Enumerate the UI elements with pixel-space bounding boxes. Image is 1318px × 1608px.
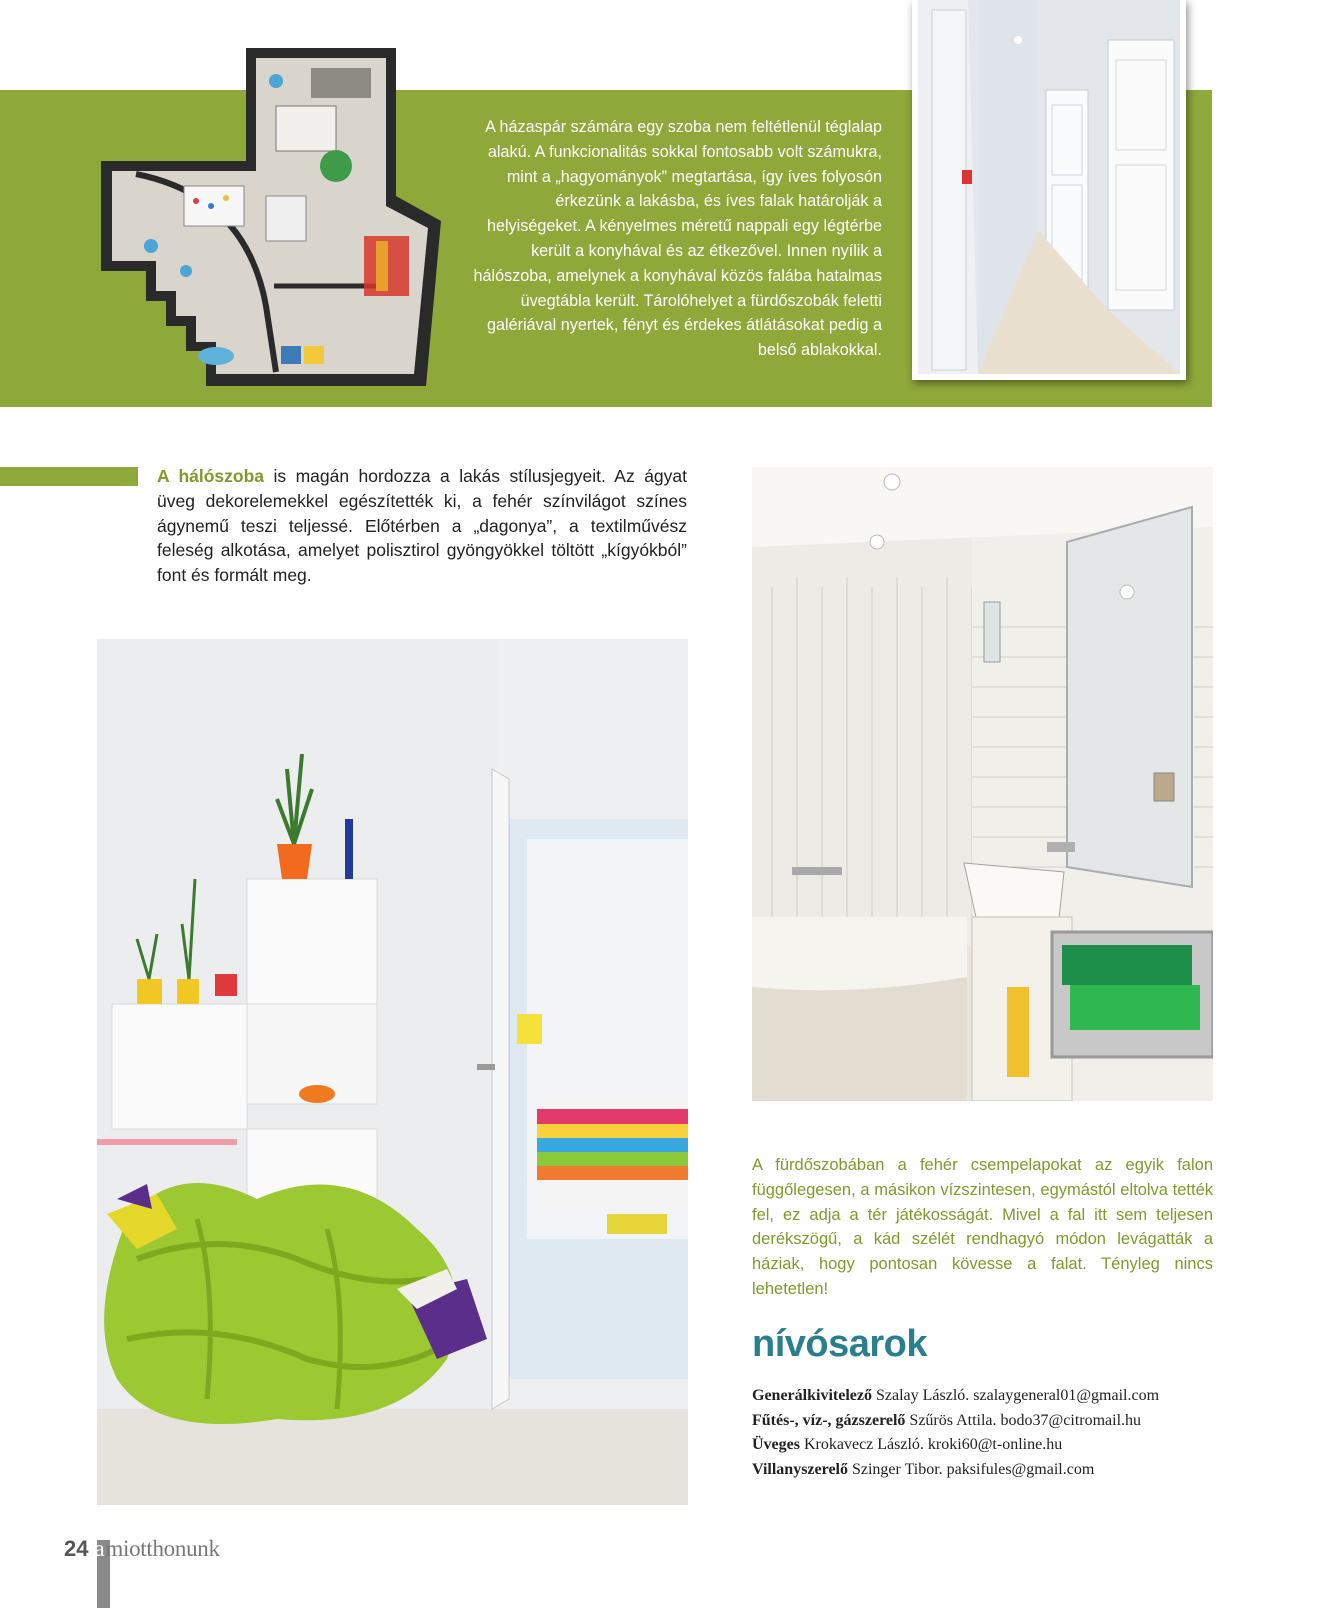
- credit-role: Fűtés-, víz-, gázszerelő: [752, 1411, 906, 1429]
- bedroom-paragraph: [157, 464, 687, 588]
- accent-bar: [0, 467, 138, 486]
- credit-role: Generálkivitelező: [752, 1387, 872, 1404]
- credit-role: Villanyszerelő: [752, 1460, 848, 1478]
- credit-detail: Szalay László. szalaygeneral01@gmail.com: [871, 1387, 1160, 1404]
- credit-detail: Krokavecz László. kroki60@t-online.hu: [799, 1436, 1063, 1453]
- hallway-photo: [912, 0, 1186, 380]
- page-footer: [64, 1536, 220, 1568]
- bedroom-lead: A hálószoba: [157, 466, 265, 486]
- bedroom-photo: [97, 639, 688, 1505]
- credits-list: [752, 1384, 1222, 1482]
- credit-line: [752, 1384, 1222, 1409]
- bedroom-body: is magán hordozza a lakás stílusjegyeit. Az ágyat üveg dekorelemekkel egészítették ki, a fehér színvilágot színes ágynemű teszi teljessé. Előtérben a „dagonya”, a textilművész feleség alkotása, amelyet polisztirol gyöngyökkel töltött „kígyókból” font és formált meg.: [157, 466, 688, 586]
- intro-paragraph: A házaspár számára egy szoba nem feltétlenül téglalap alakú. A funkcionalitás sokkal fontosabb volt számukra, mint a „hagyományok” megtartása, így íves folyosón érkezünk a lakásba, és íves falak határolják a helyiségeket. A kényelmes méretű nappali egy légtérbe került a konyhával és az étkezővel. Innen nyílik a hálószoba, amelynek a konyhával közös falába hatalmas üvegtábla került. Tárolóhelyet a fürdőszobák feletti galériával nyertek, fényt és érdekes átlátásokat pedig a belső ablakokkal.: [473, 118, 882, 360]
- credit-detail: Szűrös Attila. bodo37@citromail.hu: [905, 1411, 1142, 1429]
- nivosarok-title: nívósarok: [752, 1323, 928, 1365]
- bathroom-photo: [752, 467, 1213, 1101]
- magazine-name: [94, 1536, 219, 1562]
- page-number: 24: [64, 1536, 89, 1561]
- credit-role: Üveges: [752, 1436, 800, 1453]
- floor-plan-illustration: [96, 46, 456, 396]
- credit-line: [752, 1433, 1222, 1458]
- credit-detail: Szinger Tibor. paksifules@gmail.com: [847, 1460, 1095, 1478]
- magazine-name-a: a: [94, 1536, 105, 1561]
- credit-line: [752, 1458, 1222, 1483]
- bathroom-caption: A fürdőszobában a fehér csempelapokat az egyik falon függőlegesen, a másikon vízszintesen, egymástól eltolva tették fel, ez adja a tér játékosságát. Mivel a fal itt sem teljesen derékszögű, a kád szélét rendhagyó módon levágatták a háziak, hogy pontosan kövesse a falat. Tényleg nincs lehetetlen!: [752, 1156, 1213, 1298]
- credit-line: [752, 1409, 1222, 1434]
- magazine-name-rest: miotthonunk: [105, 1536, 220, 1561]
